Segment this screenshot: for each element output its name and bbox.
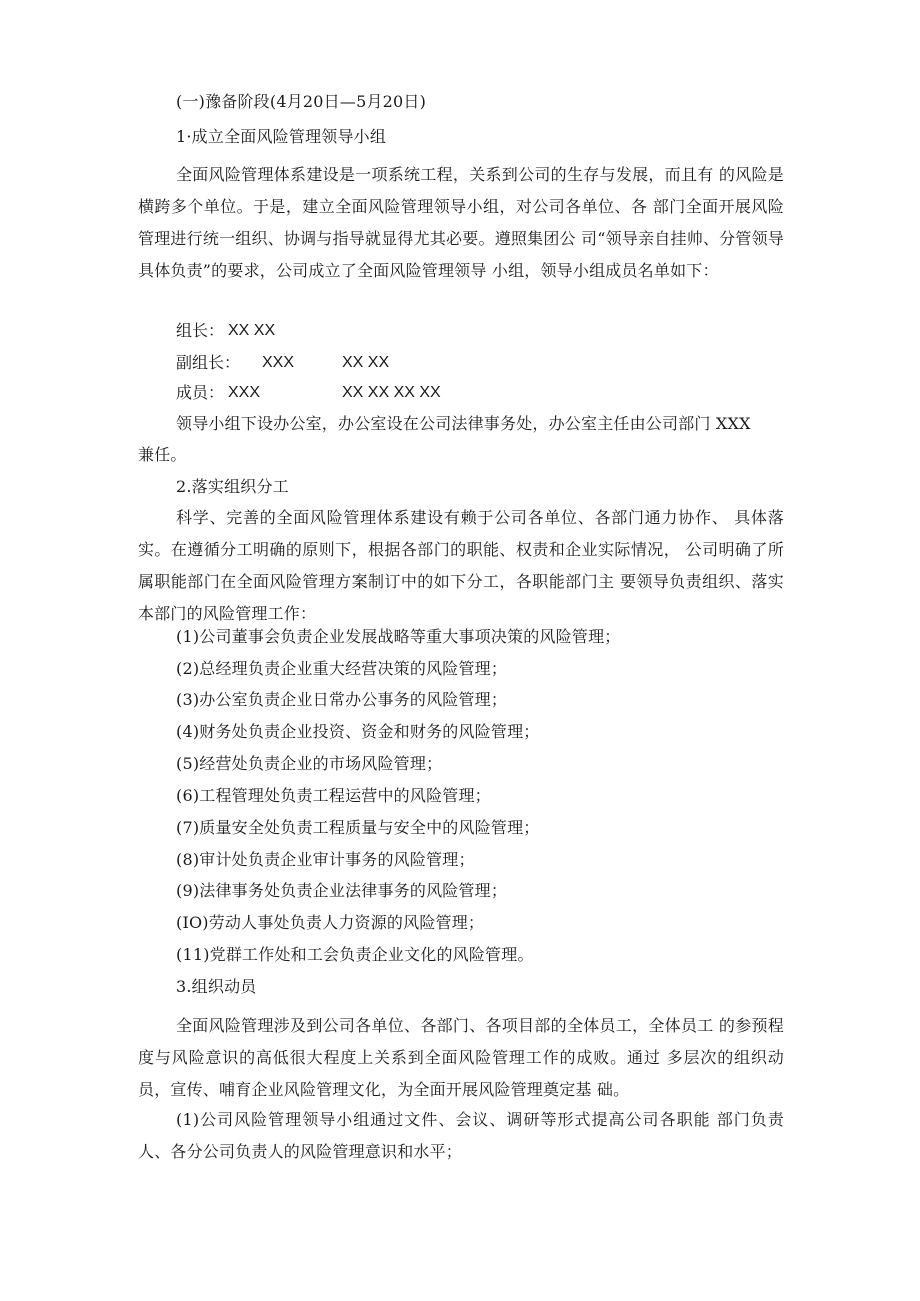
phase-title: (一)豫备阶段(4月20日—5月20日) [176, 92, 427, 111]
section-2-heading: 2.落实组织分工 [176, 477, 289, 496]
deputy-name-2: XX XX [342, 354, 390, 371]
section-1-heading: 1·成立全面风险管理领导小组 [176, 127, 387, 146]
list-item: (5)经营处负责企业的市场风险管理； [176, 754, 443, 773]
list-item: (3)办公室负责企业日常办公事务的风险管理； [176, 690, 508, 709]
members-name-1: XXX [228, 384, 261, 401]
list-item: (4)财务处负责企业投资、资金和财务的风险管理； [176, 722, 540, 741]
leader-label: 组长： [176, 321, 225, 340]
section-2-paragraph: 科学、完善的全面风险管理体系建设有赖于公司各单位、各部门通力协作、 具体落实。在遵循分工明确的原则下，根据各部门的职能、权责和企业实际情况， 公司明确了所属职能部门在全面风险管理方案制订中的如下分工，各职能部门主 要领导负责组织、落实本部门的风险管理工作： [138, 508, 784, 623]
section-3-heading: 3.组织动员 [176, 977, 257, 996]
list-item: (7)质量安全处负责工程质量与安全中的风险管理； [176, 818, 540, 837]
deputy-label: 副组长： [176, 353, 241, 372]
list-item: (IO)劳动人事处负责人力资源的风险管理； [176, 913, 485, 932]
list-item: (8)审计处负责企业审计事务的风险管理； [176, 850, 475, 869]
members-name-2: XX XX XX XX [342, 384, 441, 401]
list-item: (2)总经理负责企业重大经营决策的风险管理； [176, 659, 508, 678]
section-3-paragraph: 全面风险管理涉及到公司各单位、各部门、各项目部的全体员工，全体员工 的参预程度与风险意识的高低很大程度上关系到全面风险管理工作的成败。通过 多层次的组织动员，宣传、哺育企业风险管理文化，为全面开展风险管理奠定基 础。 [138, 1016, 784, 1099]
leader-name: XX XX [228, 322, 276, 339]
list-item: (1)公司董事会负责企业发展战略等重大事项决策的风险管理； [176, 627, 621, 646]
list-item: (11)党群工作处和工会负责企业文化的风险管理。 [176, 945, 534, 964]
deputy-name-1: XXX [262, 354, 295, 371]
list-item: (6)工程管理处负责工程运营中的风险管理； [176, 786, 491, 805]
office-line-1: 领导小组下设办公室，办公室设在公司法律事务处，办公室主任由公司部门 XXX [176, 414, 751, 433]
office-line-2: 兼任。 [138, 445, 187, 464]
section-3-item-1: (1)公司风险管理领导小组通过文件、会议、调研等形式提高公司各职能 部门负责人、各分公司负责人的风险管理意识和水平； [138, 1110, 784, 1161]
list-item: (9)法律事务处负责企业法律事务的风险管理； [176, 881, 508, 900]
section-1-paragraph: 全面风险管理体系建设是一项系统工程，关系到公司的生存与发展，而且有 的风险是横跨多个单位。于是，建立全面风险管理领导小组，对公司各单位、各 部门全面开展风险管理进行统一组织、协调与指导就显得尤其必要。遵照集团公 司“领导亲自挂帅、分管领导具体负责”的要求，公司成立了全面风险管理领导 小组，领导小组成员名单如下： [138, 165, 784, 280]
members-label: 成员： [176, 383, 225, 402]
